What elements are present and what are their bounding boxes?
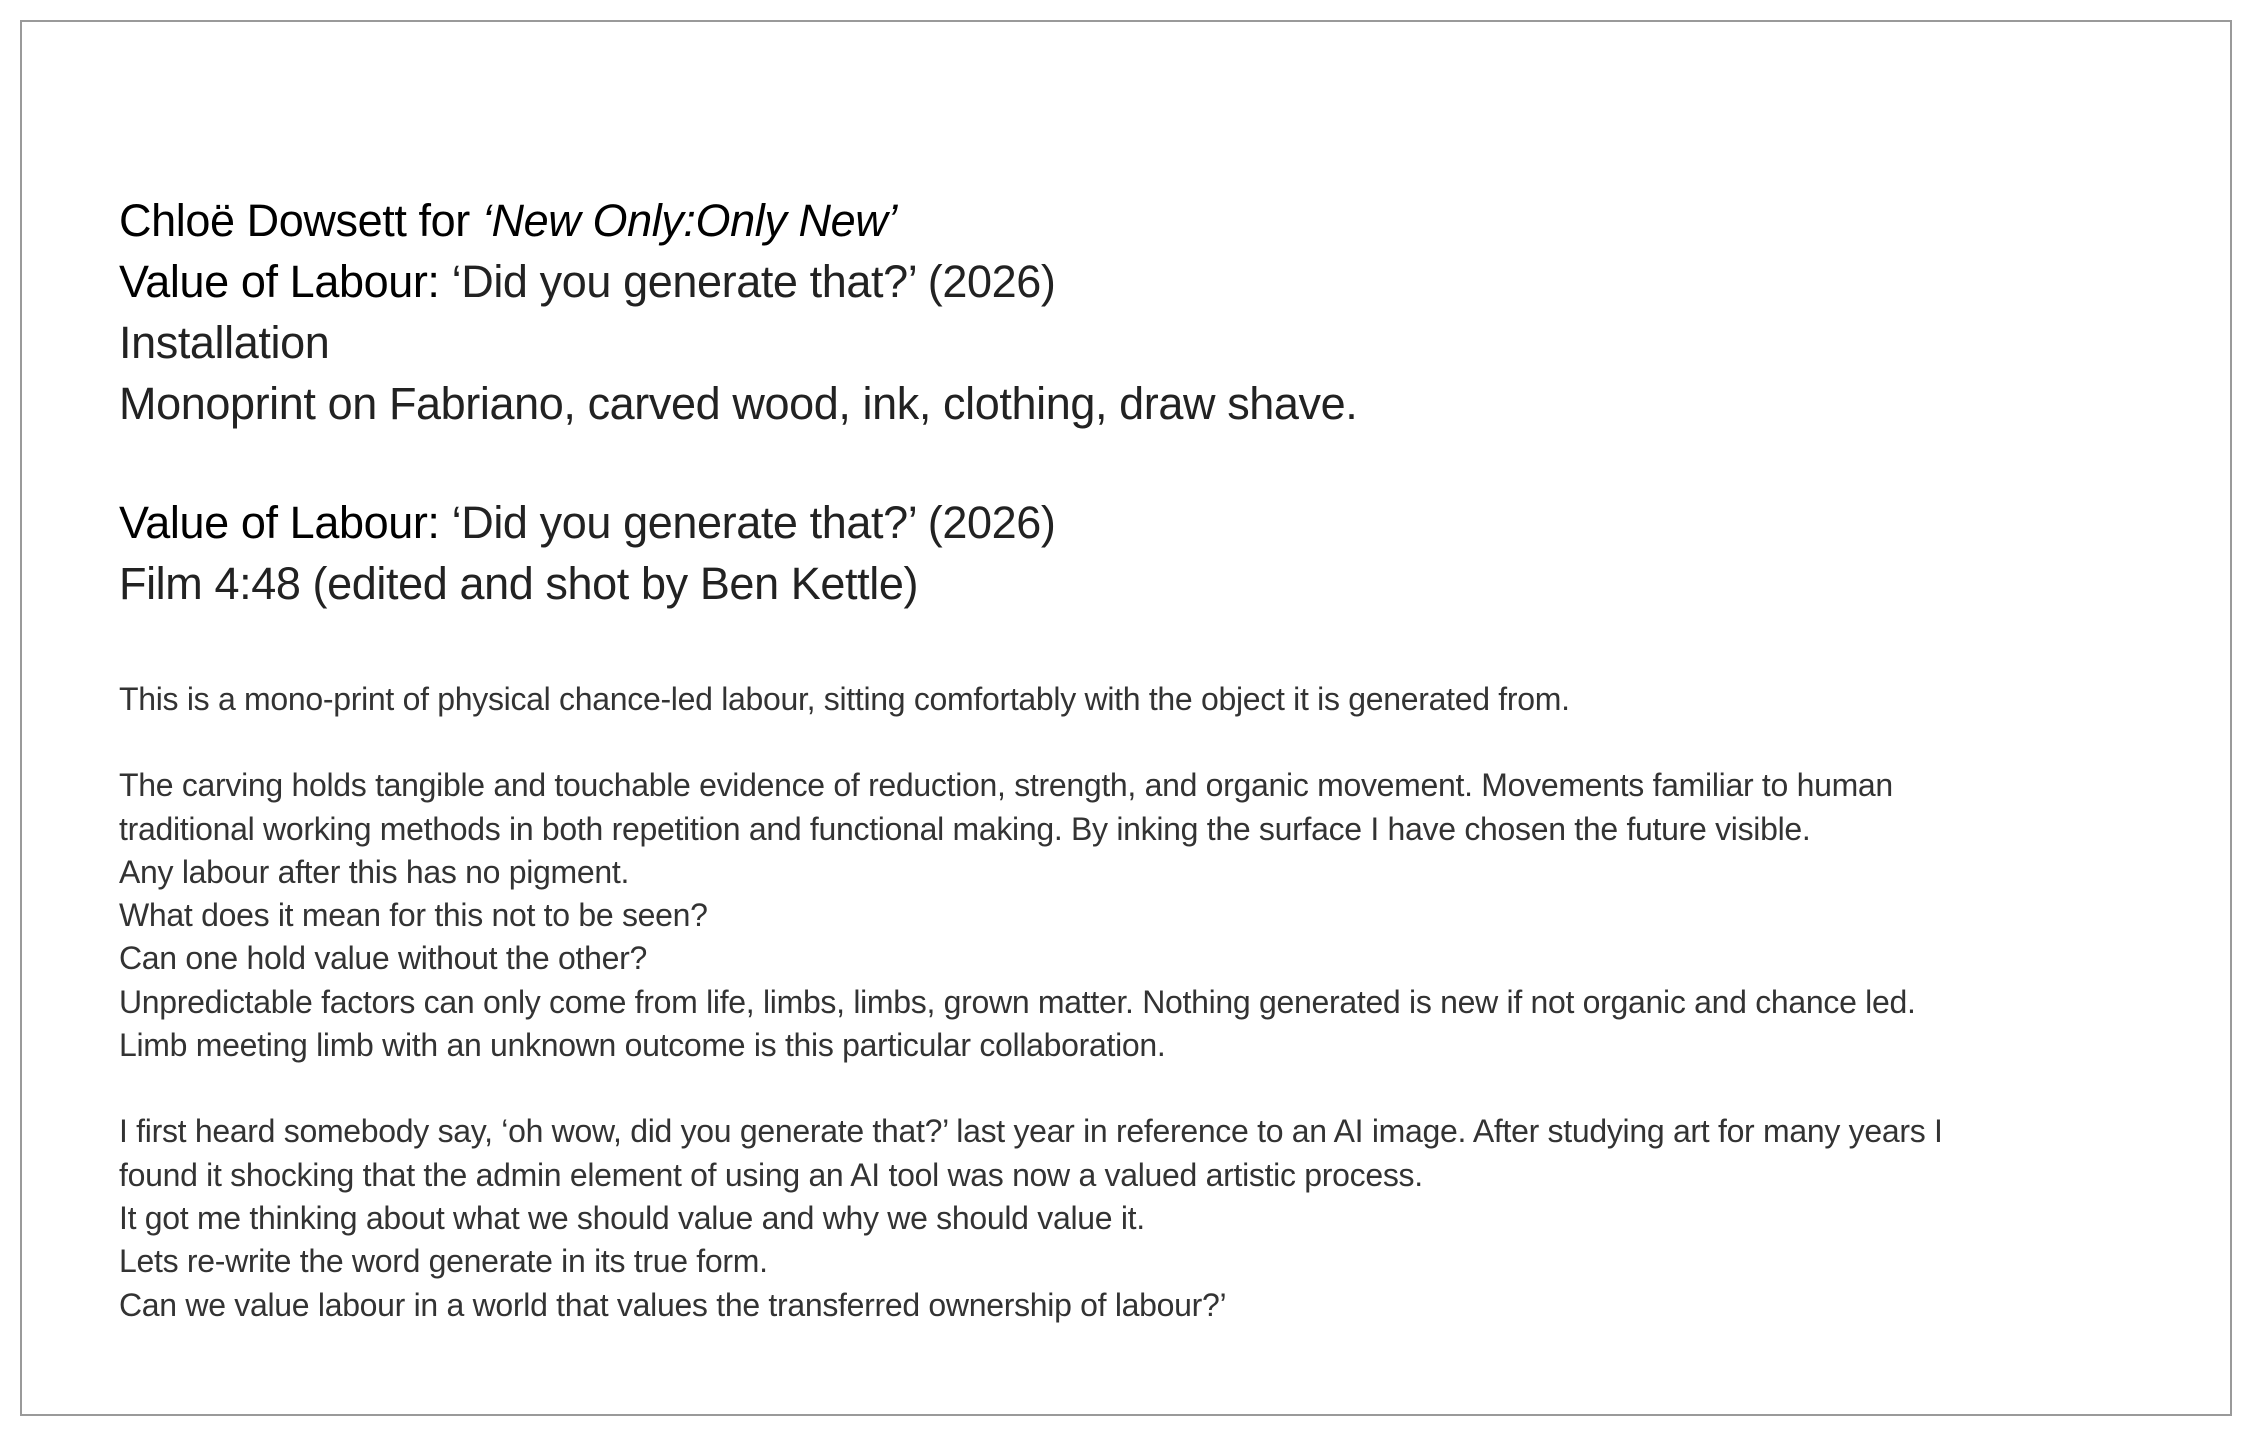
work2-details: Film 4:48 (edited and shot by Ben Kettle) xyxy=(119,558,919,609)
statement-line: Any labour after this has no pigment. xyxy=(119,853,630,890)
statement-line: Lets re-write the word generate in its true form. xyxy=(119,1243,768,1280)
work2-title: ‘Did you generate that?’ (2026) xyxy=(439,497,1056,548)
statement-line: Can one hold value without the other? xyxy=(119,940,647,977)
statement-line: The carving holds tangible and touchable evidence of reduction, strength, and organic movement. Movements familiar to human xyxy=(119,767,1893,804)
spacer xyxy=(119,614,2199,678)
statement-line: What does it mean for this not to be seen? xyxy=(119,897,708,934)
work1-title: ‘Did you generate that?’ (2026) xyxy=(439,256,1056,307)
exhibition-title: ‘New Only:Only New’ xyxy=(481,195,897,246)
statement-line: I first heard somebody say, ‘oh wow, did you generate that?’ last year in reference to an AI image. After studying art for many years I xyxy=(119,1113,1943,1150)
work1-materials: Monoprint on Fabriano, carved wood, ink, clothing, draw shave. xyxy=(119,378,1358,429)
work1-type: Installation xyxy=(119,317,330,368)
artist-name: Chloë Dowsett for xyxy=(119,195,482,246)
work1-title-line xyxy=(119,251,2199,312)
work2-title-line xyxy=(119,492,2199,553)
work1-series: Value of Labour: xyxy=(119,256,440,307)
statement-line: Unpredictable factors can only come from life, limbs, limbs, grown matter. Nothing generated is new if not organic and chance led. xyxy=(119,983,1916,1020)
statement-paragraph-2 xyxy=(119,764,2199,1067)
statement-line: It got me thinking about what we should value and why we should value it. xyxy=(119,1199,1145,1236)
spacer xyxy=(119,721,2199,764)
statement-line: Limb meeting limb with an unknown outcome is this particular collaboration. xyxy=(119,1027,1166,1064)
label-card xyxy=(20,20,2232,1416)
spacer xyxy=(119,434,2199,492)
artist-line xyxy=(119,190,2199,251)
work2-series: Value of Labour: xyxy=(119,497,440,548)
statement-line: This is a mono-print of physical chance-led labour, sitting comfortably with the object it is generated from. xyxy=(119,681,1570,717)
spacer xyxy=(119,1067,2199,1110)
label-content xyxy=(119,190,2199,1327)
statement-paragraph-3 xyxy=(119,1110,2199,1326)
statement-line: found it shocking that the admin element of using an AI tool was now a valued artistic process. xyxy=(119,1156,1423,1193)
statement-paragraph-1 xyxy=(119,678,2199,721)
statement-line: traditional working methods in both repetition and functional making. By inking the surface I have chosen the future visible. xyxy=(119,810,1811,847)
statement-line: Can we value labour in a world that values the transferred ownership of labour?’ xyxy=(119,1286,1227,1323)
